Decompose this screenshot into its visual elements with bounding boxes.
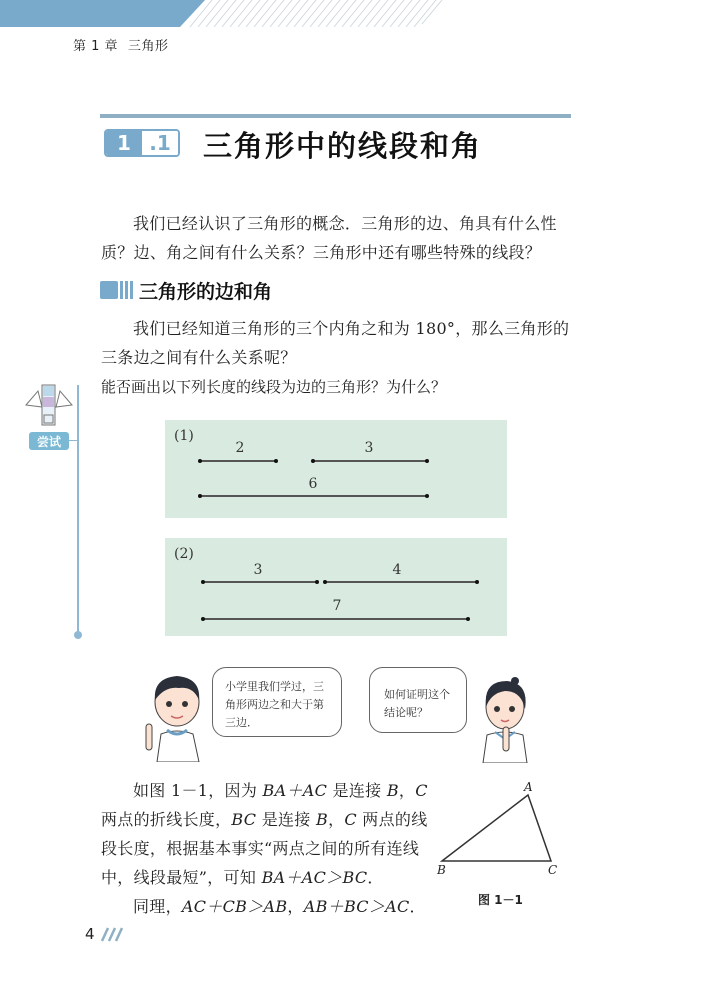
section-number-minor: .1 (142, 131, 178, 155)
text: ． (367, 868, 384, 887)
math-point: C (415, 781, 428, 800)
text: 两点的线 (356, 810, 428, 829)
line-segment (325, 581, 477, 583)
girl-character-illustration (475, 677, 535, 763)
text: ， (398, 781, 416, 800)
try-tick (69, 440, 77, 441)
section-number-badge (104, 129, 180, 157)
subsection-marker-icon (100, 281, 118, 299)
text: 如图 1－1，因为 (133, 781, 263, 800)
text: 是连接 (256, 810, 316, 829)
chapter-header (73, 35, 169, 54)
text: 同理， (133, 897, 182, 916)
segment-length-label: 3 (253, 562, 263, 578)
math-point: C (344, 810, 357, 829)
subsection-heading (100, 279, 272, 301)
panel-label: (1) (174, 428, 194, 444)
math-expression: BA＋AC (262, 781, 328, 800)
sidebar-rail-end (74, 631, 82, 639)
line-segment (313, 460, 427, 462)
proof-line-3: 段长度，根据基本事实“两点之间的所有连线 (101, 839, 420, 858)
chapter-title: 三角形 (128, 39, 169, 54)
proof-line-1 (101, 776, 441, 805)
proof-line-5 (101, 892, 441, 921)
segment-length-label: 4 (392, 562, 402, 578)
chapter-label: 第 1 章 (73, 39, 119, 54)
sidebar-rail (77, 385, 79, 635)
math-expression: BC (231, 810, 257, 829)
paragraph-angle-sum: 我们已经知道三角形的三个内角之和为 180°，那么三角形的三条边之间有什么关系呢？ (101, 319, 570, 367)
segment-panel-1 (165, 420, 507, 518)
proof-line-2 (101, 805, 441, 834)
subsection-bar (125, 281, 128, 299)
question-text: 能否画出以下列长度的线段为边的三角形？为什么？ (101, 378, 447, 396)
title-rule (100, 114, 571, 118)
math-expression: BA＋AC＞BC (261, 868, 368, 887)
subsection-title: 三角形的边和角 (139, 280, 273, 303)
boy-character-illustration (143, 672, 209, 762)
line-segment (200, 495, 427, 497)
line-segment (203, 618, 468, 620)
intro-paragraph: 我们已经认识了三角形的概念．三角形的边、角具有什么性质？边、角之间有什么关系？三角形中还有哪些特殊的线段？ (101, 214, 557, 262)
text: 两点的折线长度， (101, 810, 232, 829)
proof-paragraph (101, 776, 441, 921)
triangle-figure (430, 775, 580, 875)
pencil-triangle-icon (22, 383, 76, 429)
math-expression: AB＋BC＞AC (303, 897, 410, 916)
vertex-label-a: A (524, 780, 533, 794)
line-segment (203, 581, 317, 583)
text: 是连接 (327, 781, 387, 800)
segment-panel-2 (165, 538, 507, 636)
vertex-label-c: C (548, 863, 558, 877)
proof-line-4 (101, 863, 441, 892)
vertex-label-b: B (437, 863, 446, 877)
segment-length-label: 7 (332, 598, 342, 614)
math-point: B (386, 781, 399, 800)
try-badge: 尝试 (29, 432, 69, 450)
math-expression: AC＋CB＞AB (181, 897, 288, 916)
panel-label: (2) (174, 546, 194, 562)
text: ， (328, 810, 345, 829)
page-number: 4 (85, 925, 95, 943)
subsection-bar (120, 281, 123, 299)
math-point: B (316, 810, 329, 829)
line-segment (200, 460, 276, 462)
header-band (0, 0, 702, 27)
girl-speech-bubble: 如何证明这个结论呢？ (369, 667, 467, 733)
section-title: 三角形中的线段和角 (203, 129, 483, 163)
page-slashes-icon (100, 925, 124, 943)
text: 中，线段最短”，可知 (101, 868, 262, 887)
segment-length-label: 3 (364, 440, 374, 456)
segment-length-label: 6 (308, 476, 318, 492)
section-number-major: 1 (106, 131, 142, 155)
segment-length-label: 2 (235, 440, 245, 456)
subsection-bar (130, 281, 133, 299)
text: ． (409, 897, 426, 916)
text: ， (287, 897, 304, 916)
boy-speech-bubble: 小学里我们学过，三角形两边之和大于第三边． (212, 667, 342, 737)
figure-caption: 图 1－1 (478, 893, 523, 907)
